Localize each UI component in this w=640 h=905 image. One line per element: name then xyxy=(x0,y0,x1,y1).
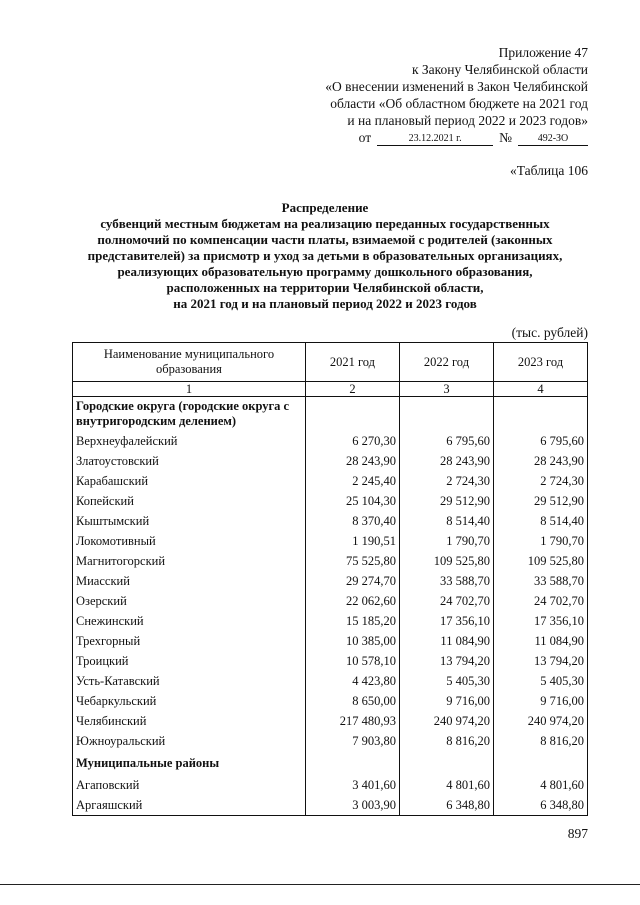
value-2021-cell: 8 650,00 xyxy=(305,691,399,711)
value-2023-cell xyxy=(493,397,587,432)
value-2021-cell: 10 578,10 xyxy=(305,651,399,671)
value-2023-cell: 109 525,80 xyxy=(493,551,587,571)
table-row xyxy=(73,631,588,651)
municipality-cell: Чебаркульский xyxy=(73,691,306,711)
value-2021-cell xyxy=(305,397,399,432)
municipality-cell: Магнитогорский xyxy=(73,551,306,571)
table-row xyxy=(73,431,588,451)
table-body xyxy=(73,397,588,816)
value-2021-cell: 28 243,90 xyxy=(305,451,399,471)
value-2023-cell: 11 084,90 xyxy=(493,631,587,651)
municipality-cell: Кыштымский xyxy=(73,511,306,531)
column-index: 1 xyxy=(73,382,306,397)
municipality-cell: Верхнеуфалейский xyxy=(73,431,306,451)
municipality-cell: Трехгорный xyxy=(73,631,306,651)
value-2021-cell: 15 185,20 xyxy=(305,611,399,631)
municipality-cell: Южноуральский xyxy=(73,731,306,751)
value-2023-cell xyxy=(493,751,587,775)
heading-line-5: реализующих образовательную программу дошкольного образования, xyxy=(117,264,533,279)
header-2022: 2022 год xyxy=(399,343,493,382)
municipality-cell: Челябинский xyxy=(73,711,306,731)
value-2023-cell: 28 243,90 xyxy=(493,451,587,471)
value-2022-cell: 13 794,20 xyxy=(399,651,493,671)
table-row xyxy=(73,511,588,531)
municipality-cell: Троицкий xyxy=(73,651,306,671)
value-2021-cell: 2 245,40 xyxy=(305,471,399,491)
value-2021-cell: 75 525,80 xyxy=(305,551,399,571)
number-label: № xyxy=(499,130,512,145)
value-2023-cell: 2 724,30 xyxy=(493,471,587,491)
value-2022-cell: 8 816,20 xyxy=(399,731,493,751)
municipality-cell: Карабашский xyxy=(73,471,306,491)
value-2022-cell xyxy=(399,751,493,775)
value-2021-cell: 25 104,30 xyxy=(305,491,399,511)
table-row xyxy=(73,711,588,731)
value-2023-cell: 1 790,70 xyxy=(493,531,587,551)
header-2021: 2021 год xyxy=(305,343,399,382)
column-index: 2 xyxy=(305,382,399,397)
value-2022-cell: 24 702,70 xyxy=(399,591,493,611)
document-heading xyxy=(60,200,590,312)
value-2022-cell xyxy=(399,397,493,432)
value-2022-cell: 5 405,30 xyxy=(399,671,493,691)
header-municipality: Наименование муниципального образования xyxy=(73,343,306,382)
value-2023-cell: 24 702,70 xyxy=(493,591,587,611)
value-2021-cell: 1 190,51 xyxy=(305,531,399,551)
value-2023-cell: 5 405,30 xyxy=(493,671,587,691)
heading-line-7: на 2021 год и на плановый период 2022 и 2023 годов xyxy=(173,296,477,311)
table-row xyxy=(73,571,588,591)
section-row xyxy=(73,751,588,775)
value-2022-cell: 6 795,60 xyxy=(399,431,493,451)
subsidy-table xyxy=(72,342,588,816)
appendix-line-4: области «Об областном бюджете на 2021 год xyxy=(330,96,588,111)
municipality-cell: Озерский xyxy=(73,591,306,611)
table-row xyxy=(73,531,588,551)
value-2022-cell: 28 243,90 xyxy=(399,451,493,471)
value-2021-cell: 8 370,40 xyxy=(305,511,399,531)
table-row xyxy=(73,795,588,816)
table-header-row xyxy=(73,343,588,382)
value-2021-cell: 217 480,93 xyxy=(305,711,399,731)
table-row xyxy=(73,775,588,795)
table-label: «Таблица 106 xyxy=(510,163,588,178)
table-row xyxy=(73,611,588,631)
column-index-row xyxy=(73,382,588,397)
municipality-cell: Агаповский xyxy=(73,775,306,795)
municipality-cell: Миасский xyxy=(73,571,306,591)
units-label: (тыс. рублей) xyxy=(511,325,588,340)
municipality-cell: Аргаяшский xyxy=(73,795,306,816)
municipality-cell: Златоустовский xyxy=(73,451,306,471)
value-2021-cell xyxy=(305,751,399,775)
value-2021-cell: 22 062,60 xyxy=(305,591,399,611)
appendix-header xyxy=(325,44,588,146)
value-2021-cell: 4 423,80 xyxy=(305,671,399,691)
table-row xyxy=(73,451,588,471)
value-2022-cell: 17 356,10 xyxy=(399,611,493,631)
appendix-line-1: Приложение 47 xyxy=(498,45,588,60)
value-2021-cell: 3 401,60 xyxy=(305,775,399,795)
value-2023-cell: 6 348,80 xyxy=(493,795,587,816)
column-index: 4 xyxy=(493,382,587,397)
municipality-cell: Городские округа (городские округа с внутригородским делением) xyxy=(73,397,306,432)
value-2023-cell: 29 512,90 xyxy=(493,491,587,511)
value-2023-cell: 4 801,60 xyxy=(493,775,587,795)
value-2022-cell: 240 974,20 xyxy=(399,711,493,731)
value-2022-cell: 11 084,90 xyxy=(399,631,493,651)
table-row xyxy=(73,591,588,611)
value-2021-cell: 6 270,30 xyxy=(305,431,399,451)
value-2022-cell: 4 801,60 xyxy=(399,775,493,795)
header-2023: 2023 год xyxy=(493,343,587,382)
value-2022-cell: 2 724,30 xyxy=(399,471,493,491)
municipality-cell: Локомотивный xyxy=(73,531,306,551)
value-2023-cell: 6 795,60 xyxy=(493,431,587,451)
municipality-cell: Снежинский xyxy=(73,611,306,631)
municipality-cell: Муниципальные районы xyxy=(73,751,306,775)
section-row xyxy=(73,397,588,432)
law-number: 492-ЗО xyxy=(518,133,588,146)
table-row xyxy=(73,691,588,711)
appendix-line-3: «О внесении изменений в Закон Челябинской xyxy=(325,79,588,94)
value-2023-cell: 13 794,20 xyxy=(493,651,587,671)
heading-line-4: представителей) за присмотр и уход за детьми в образовательных организациях, xyxy=(87,248,563,263)
table-row xyxy=(73,551,588,571)
value-2022-cell: 9 716,00 xyxy=(399,691,493,711)
table-row xyxy=(73,671,588,691)
value-2022-cell: 1 790,70 xyxy=(399,531,493,551)
heading-line-6: расположенных на территории Челябинской области, xyxy=(166,280,484,295)
table-row xyxy=(73,651,588,671)
law-date: 23.12.2021 г. xyxy=(377,133,493,146)
value-2021-cell: 7 903,80 xyxy=(305,731,399,751)
value-2023-cell: 9 716,00 xyxy=(493,691,587,711)
column-index: 3 xyxy=(399,382,493,397)
appendix-line-5: и на плановый период 2022 и 2023 годов» xyxy=(347,113,588,128)
value-2023-cell: 33 588,70 xyxy=(493,571,587,591)
value-2022-cell: 6 348,80 xyxy=(399,795,493,816)
heading-line-1: Распределение xyxy=(281,200,369,215)
from-label: от xyxy=(358,130,372,145)
bottom-rule xyxy=(0,884,640,885)
value-2021-cell: 10 385,00 xyxy=(305,631,399,651)
value-2021-cell: 29 274,70 xyxy=(305,571,399,591)
value-2023-cell: 240 974,20 xyxy=(493,711,587,731)
value-2021-cell: 3 003,90 xyxy=(305,795,399,816)
table-row xyxy=(73,471,588,491)
value-2022-cell: 33 588,70 xyxy=(399,571,493,591)
value-2022-cell: 109 525,80 xyxy=(399,551,493,571)
law-date-number xyxy=(325,129,588,146)
value-2023-cell: 8 816,20 xyxy=(493,731,587,751)
heading-line-3: полномочий по компенсации части платы, взимаемой с родителей (законных xyxy=(97,232,553,247)
value-2022-cell: 29 512,90 xyxy=(399,491,493,511)
value-2023-cell: 8 514,40 xyxy=(493,511,587,531)
table-row xyxy=(73,491,588,511)
appendix-line-2: к Закону Челябинской области xyxy=(411,62,588,77)
municipality-cell: Усть-Катавский xyxy=(73,671,306,691)
page-number: 897 xyxy=(567,826,588,841)
heading-line-2: субвенций местным бюджетам на реализацию переданных государственных xyxy=(100,216,550,231)
municipality-cell: Копейский xyxy=(73,491,306,511)
table-row xyxy=(73,731,588,751)
value-2023-cell: 17 356,10 xyxy=(493,611,587,631)
value-2022-cell: 8 514,40 xyxy=(399,511,493,531)
